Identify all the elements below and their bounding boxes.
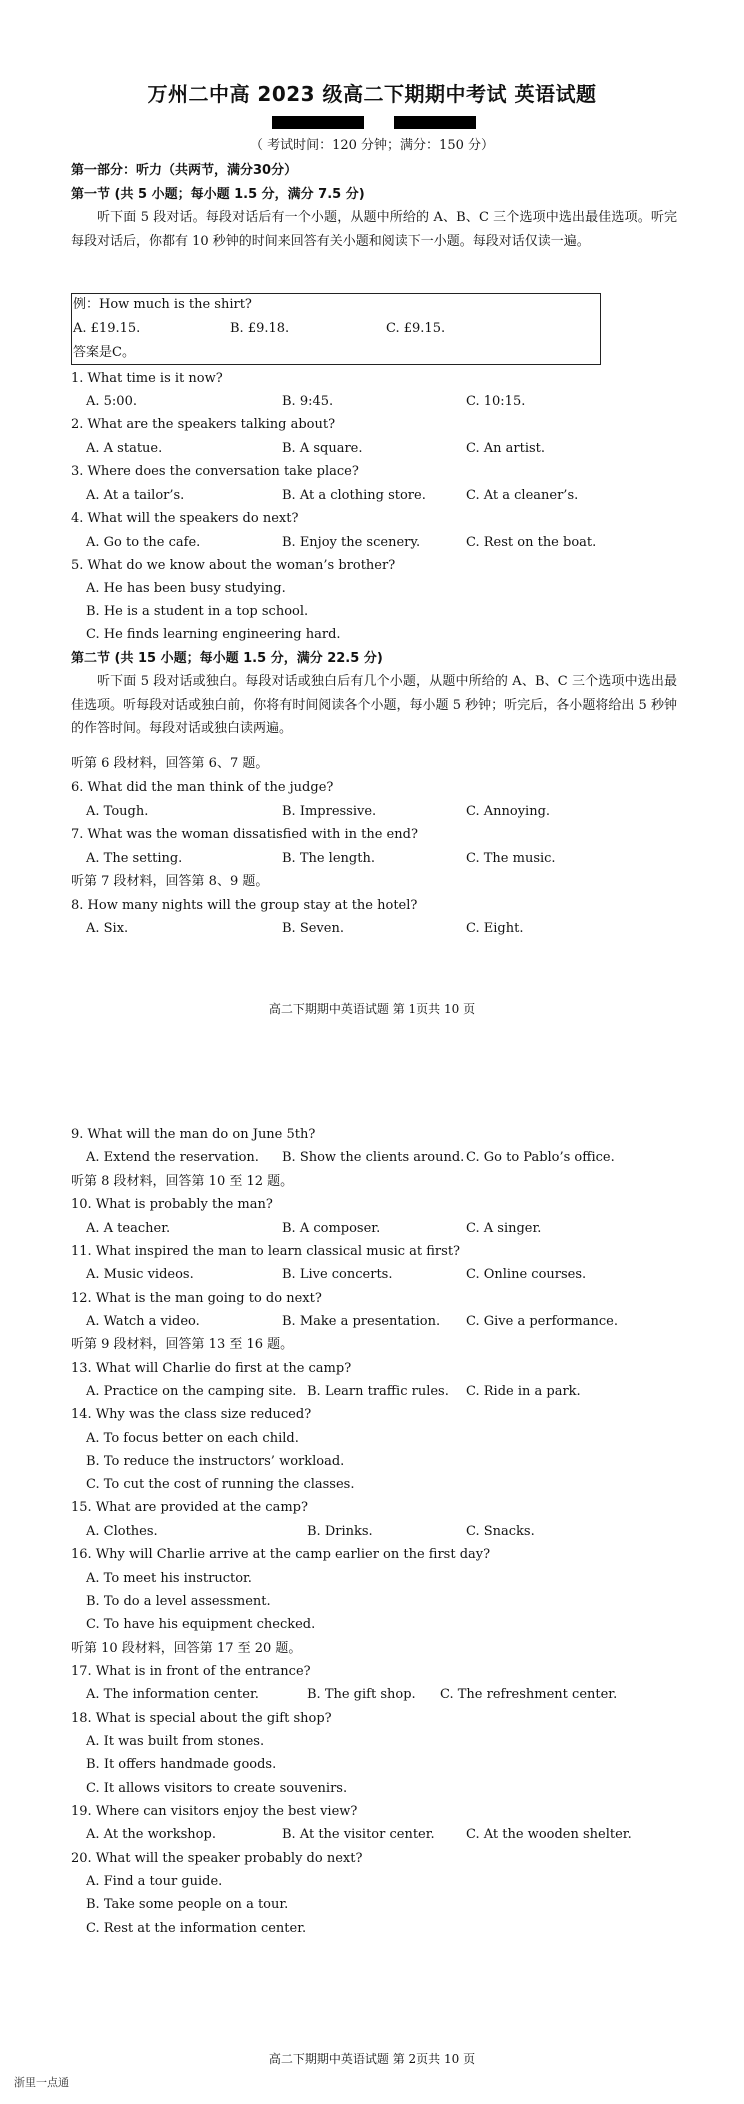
material-note-10: 听第 10 段材料，回答第 17 至 20 题。 — [71, 1641, 302, 1656]
q3-option-a: A. At a tailor’s. — [86, 488, 185, 503]
question-6: 6. What did the man think of the judge? — [71, 780, 334, 795]
q5-option-c: C. He finds learning engineering hard. — [86, 627, 341, 642]
q4-option-c: C. Rest on the boat. — [466, 535, 597, 550]
question-15: 15. What are provided at the camp? — [71, 1500, 308, 1515]
material-note-7: 听第 7 段材料，回答第 8、9 题。 — [71, 874, 269, 889]
section1-heading: 第一节 (共 5 小题；每小题 1.5 分，满分 7.5 分) — [71, 187, 365, 202]
q8-option-b: B. Seven. — [282, 921, 344, 936]
question-17: 17. What is in front of the entrance? — [71, 1664, 311, 1679]
question-5: 5. What do we know about the woman’s brother? — [71, 558, 396, 573]
q20-option-b: B. Take some people on a tour. — [86, 1897, 289, 1912]
part1-heading: 第一部分：听力（共两节，满分30分） — [71, 163, 298, 178]
page-footer-1: 高二下期期中英语试题 第 1页共 10 页 — [268, 1002, 476, 1016]
q11-option-b: B. Live concerts. — [282, 1267, 393, 1282]
q3-option-c: C. At a cleaner’s. — [466, 488, 579, 503]
question-12: 12. What is the man going to do next? — [71, 1291, 322, 1306]
q5-option-a: A. He has been busy studying. — [86, 581, 286, 596]
question-18: 18. What is special about the gift shop? — [71, 1711, 332, 1726]
q16-option-a: A. To meet his instructor. — [86, 1571, 252, 1586]
example-answer: 答案是C。 — [73, 345, 135, 360]
source-watermark: 浙里一点通 — [14, 2076, 69, 2089]
q14-option-a: A. To focus better on each child. — [86, 1431, 299, 1446]
question-8: 8. How many nights will the group stay at the hotel? — [71, 898, 418, 913]
q4-option-a: A. Go to the cafe. — [86, 535, 201, 550]
q7-option-b: B. The length. — [282, 851, 375, 866]
example-question: 例：How much is the shirt? — [73, 297, 252, 312]
redacted-block — [272, 116, 364, 129]
question-16: 16. Why will Charlie arrive at the camp earlier on the first day? — [71, 1547, 491, 1562]
question-9: 9. What will the man do on June 5th? — [71, 1127, 316, 1142]
material-note-6: 听第 6 段材料，回答第 6、7 题。 — [71, 756, 269, 771]
q6-option-a: A. Tough. — [86, 804, 149, 819]
q15-option-b: B. Drinks. — [307, 1524, 373, 1539]
q1-option-b: B. 9:45. — [282, 394, 334, 409]
q18-option-a: A. It was built from stones. — [86, 1734, 265, 1749]
q13-option-c: C. Ride in a park. — [466, 1384, 581, 1399]
q2-option-b: B. A square. — [282, 441, 363, 456]
q16-option-b: B. To do a level assessment. — [86, 1594, 271, 1609]
q9-option-b: B. Show the clients around. — [282, 1150, 465, 1165]
q12-option-b: B. Make a presentation. — [282, 1314, 441, 1329]
q6-option-c: C. Annoying. — [466, 804, 551, 819]
q17-option-c: C. The refreshment center. — [440, 1687, 618, 1702]
q16-option-c: C. To have his equipment checked. — [86, 1617, 316, 1632]
example-option-c: C. £9.15. — [386, 321, 446, 336]
q13-option-b: B. Learn traffic rules. — [307, 1384, 449, 1399]
q8-option-c: C. Eight. — [466, 921, 524, 936]
section1-instructions: 听下面 5 段对话。每段对话后有一个小题，从题中所给的 A、B、C 三个选项中选出最佳选项。听完每段对话后，你都有 10 秒钟的时间来回答有关小题和阅读下一小题。每段对话仅读一遍。 — [71, 210, 677, 249]
question-7: 7. What was the woman dissatisfied with in the end? — [71, 827, 418, 842]
q11-option-a: A. Music videos. — [86, 1267, 194, 1282]
q7-option-a: A. The setting. — [86, 851, 183, 866]
question-1: 1. What time is it now? — [71, 371, 223, 386]
q10-option-c: C. A singer. — [466, 1221, 542, 1236]
question-10: 10. What is probably the man? — [71, 1197, 273, 1212]
q4-option-b: B. Enjoy the scenery. — [282, 535, 421, 550]
q13-option-a: A. Practice on the camping site. — [86, 1384, 297, 1399]
redacted-block — [394, 116, 476, 129]
question-19: 19. Where can visitors enjoy the best view? — [71, 1804, 358, 1819]
question-2: 2. What are the speakers talking about? — [71, 417, 336, 432]
q17-option-a: A. The information center. — [86, 1687, 259, 1702]
question-13: 13. What will Charlie do first at the camp? — [71, 1361, 352, 1376]
q8-option-a: A. Six. — [86, 921, 129, 936]
q5-option-b: B. He is a student in a top school. — [86, 604, 309, 619]
example-option-b: B. £9.18. — [230, 321, 290, 336]
q20-option-a: A. Find a tour guide. — [86, 1874, 223, 1889]
exam-title: 万州二中高 2023 级高二下期期中考试 英语试题 — [147, 82, 597, 106]
q19-option-c: C. At the wooden shelter. — [466, 1827, 632, 1842]
q6-option-b: B. Impressive. — [282, 804, 377, 819]
page-footer-2: 高二下期期中英语试题 第 2页共 10 页 — [268, 2052, 476, 2066]
q11-option-c: C. Online courses. — [466, 1267, 587, 1282]
q9-option-a: A. Extend the reservation. — [86, 1150, 259, 1165]
q1-option-a: A. 5:00. — [86, 394, 137, 409]
section2-instructions: 听下面 5 段对话或独白。每段对话或独白后有几个小题，从题中所给的 A、B、C 三个选项中选出最佳选项。听每段对话或独白前，你将有时间阅读各个小题，每小题 5 秒钟；听完后，各小题将给出 5 秒钟的作答时间。每段对话或独白读两遍。 — [71, 674, 677, 736]
q17-option-b: B. The gift shop. — [307, 1687, 416, 1702]
question-11: 11. What inspired the man to learn classical music at first? — [71, 1244, 461, 1259]
q3-option-b: B. At a clothing store. — [282, 488, 426, 503]
q18-option-b: B. It offers handmade goods. — [86, 1757, 277, 1772]
q12-option-a: A. Watch a video. — [86, 1314, 200, 1329]
material-note-8: 听第 8 段材料，回答第 10 至 12 题。 — [71, 1174, 294, 1189]
q19-option-a: A. At the workshop. — [86, 1827, 216, 1842]
question-4: 4. What will the speakers do next? — [71, 511, 299, 526]
q10-option-b: B. A composer. — [282, 1221, 381, 1236]
q20-option-c: C. Rest at the information center. — [86, 1921, 307, 1936]
q2-option-a: A. A statue. — [86, 441, 163, 456]
q14-option-b: B. To reduce the instructors’ workload. — [86, 1454, 345, 1469]
q15-option-c: C. Snacks. — [466, 1524, 535, 1539]
q18-option-c: C. It allows visitors to create souvenirs. — [86, 1781, 348, 1796]
section2-heading: 第二节 (共 15 小题；每小题 1.5 分，满分 22.5 分) — [71, 651, 383, 666]
q9-option-c: C. Go to Pablo’s office. — [466, 1150, 615, 1165]
q15-option-a: A. Clothes. — [86, 1524, 158, 1539]
q10-option-a: A. A teacher. — [86, 1221, 171, 1236]
q1-option-c: C. 10:15. — [466, 394, 526, 409]
question-14: 14. Why was the class size reduced? — [71, 1407, 312, 1422]
q14-option-c: C. To cut the cost of running the classes. — [86, 1477, 355, 1492]
question-3: 3. Where does the conversation take place? — [71, 464, 359, 479]
material-note-9: 听第 9 段材料，回答第 13 至 16 题。 — [71, 1337, 294, 1352]
example-option-a: A. £19.15. — [73, 321, 141, 336]
q19-option-b: B. At the visitor center. — [282, 1827, 435, 1842]
q7-option-c: C. The music. — [466, 851, 556, 866]
exam-subtitle: （ 考试时间：120 分钟；满分：150 分） — [249, 138, 495, 153]
question-20: 20. What will the speaker probably do next? — [71, 1851, 363, 1866]
q2-option-c: C. An artist. — [466, 441, 546, 456]
q12-option-c: C. Give a performance. — [466, 1314, 618, 1329]
